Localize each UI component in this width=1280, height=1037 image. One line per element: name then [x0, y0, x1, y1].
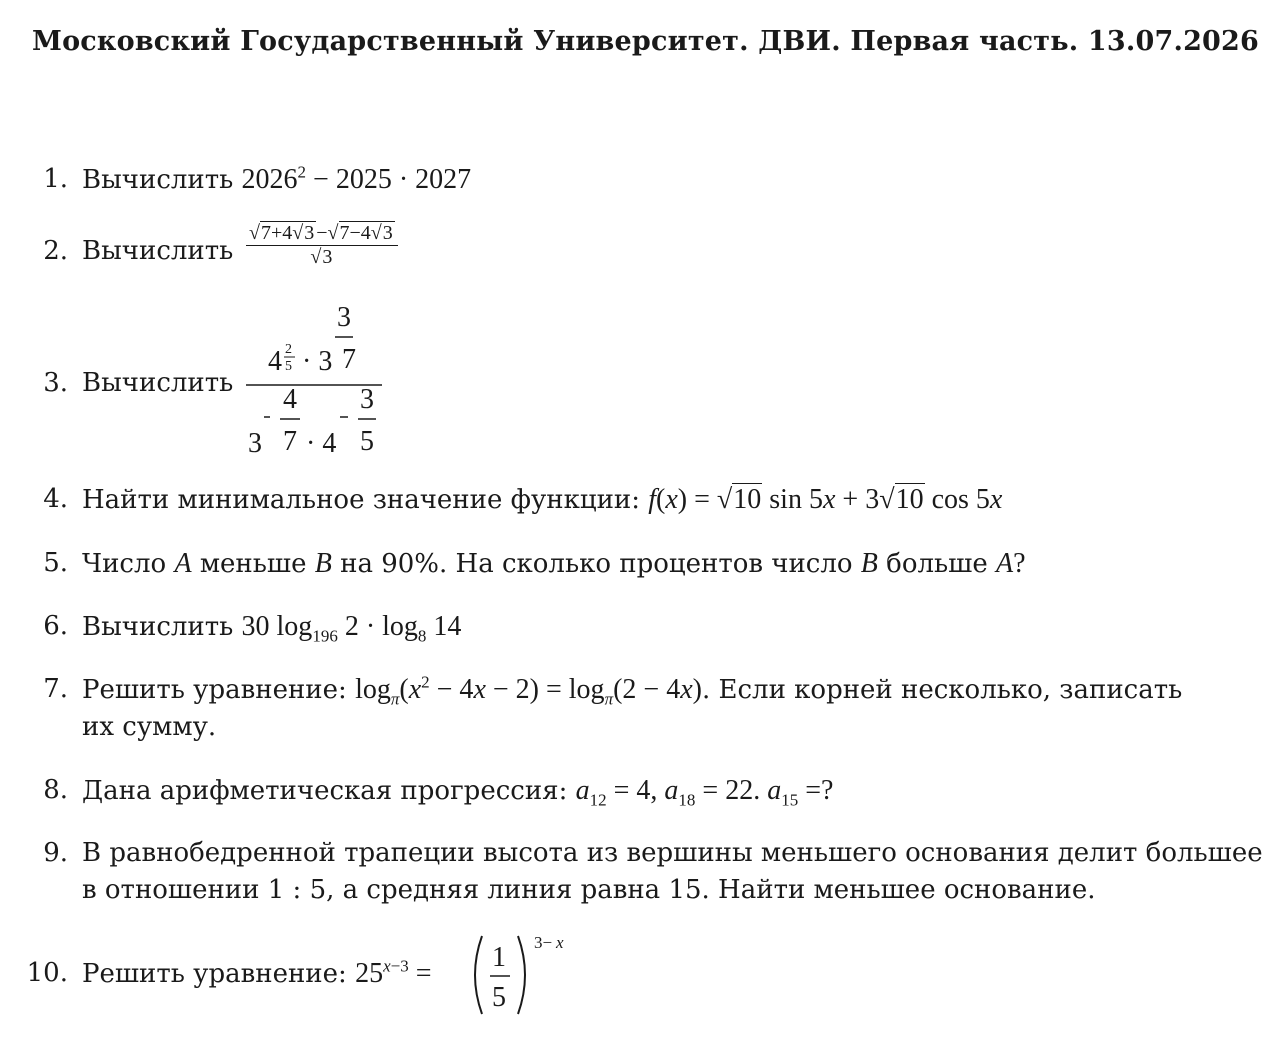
problem-text: их сумму. [82, 712, 217, 742]
problem-number: 3. [43, 368, 68, 398]
problem-number: 9. [43, 838, 68, 868]
math-variable: A [174, 548, 192, 579]
math-variable: B [860, 548, 878, 579]
math-variable: A? [995, 548, 1026, 579]
svg-text:4: 4 [283, 384, 297, 415]
page-title: Московский Государственный Университет. ДВИ. Первая часть. 13.07.2026 [32, 26, 1260, 57]
problem-text: Дана арифметическая прогрессия: [82, 776, 568, 806]
math-expression: f(x) = √10 sin 5x + 3√10 cos 5x [648, 484, 1003, 515]
problem-text: больше [886, 549, 988, 579]
svg-text:7: 7 [342, 344, 356, 375]
math-fraction: $\frac{√7+4√3 -√7-4√3}{√3}$ [246, 222, 398, 269]
svg-text:5: 5 [492, 982, 506, 1013]
math-expression: $a_{12} = 4$, $a_{18} = 22$. $a_{15}$ =? [575, 775, 834, 810]
problem-text: Найти минимальное значение функции: [82, 485, 640, 515]
problem-text: меньше [199, 549, 307, 579]
problem-number: 7. [43, 674, 68, 704]
problem-number: 6. [43, 611, 68, 641]
problem-number: 5. [43, 548, 68, 578]
svg-text:2: 2 [285, 342, 292, 357]
svg-text:3: 3 [248, 428, 262, 459]
svg-text:5: 5 [285, 359, 292, 374]
problem-text: Вычислить [82, 368, 234, 398]
problem-number: 10. [26, 958, 68, 988]
svg-text:3: 3 [337, 302, 351, 333]
svg-text:5: 5 [360, 426, 374, 457]
svg-text:3−: 3− [534, 933, 553, 952]
svg-text:7: 7 [283, 426, 297, 457]
problem-text: Вычислить [82, 612, 234, 642]
problem-text: Число [82, 549, 167, 579]
problem-number: 2. [43, 236, 68, 266]
problem-text: Вычислить [82, 165, 234, 195]
problem-text: на 90%. На сколько процентов число [340, 549, 853, 579]
svg-text:x: x [556, 933, 564, 952]
problem-text: Вычислить [82, 236, 234, 266]
math-power-fraction [464, 930, 584, 1020]
math-expression: $25^{x-3}$ = [355, 956, 432, 989]
math-fraction [240, 300, 390, 460]
problem-text: . Если корней несколько, записать [701, 675, 1183, 705]
problem-number: 4. [43, 484, 68, 514]
svg-text:· 3: · 3 [302, 346, 333, 377]
math-expression: $2026^2 - 2025 \cdot 2027$ [241, 162, 472, 195]
svg-text:3: 3 [360, 384, 374, 415]
problem-text: В равнобедренной трапеции высота из вершины меньшего основания делит большее [82, 838, 1263, 868]
math-variable: B [314, 548, 332, 579]
svg-text:· 4: · 4 [306, 428, 337, 459]
math-expression: 30 $\log_{196} 2 \cdot \log_8 14$ [241, 611, 462, 646]
problem-number: 1. [43, 164, 68, 194]
svg-text:4: 4 [268, 346, 282, 377]
svg-text:1: 1 [492, 942, 506, 973]
math-expression: $\log_\pi(x^2 - 4x - 2) = \log_\pi(2 - 4x)$ [355, 672, 702, 709]
problem-text: Решить уравнение: [82, 675, 347, 705]
problem-number: 8. [43, 775, 68, 805]
problem-text: Решить уравнение: [82, 959, 347, 989]
problem-text: в отношении 1 : 5, а средняя линия равна 15. Найти меньшее основание. [82, 875, 1096, 905]
